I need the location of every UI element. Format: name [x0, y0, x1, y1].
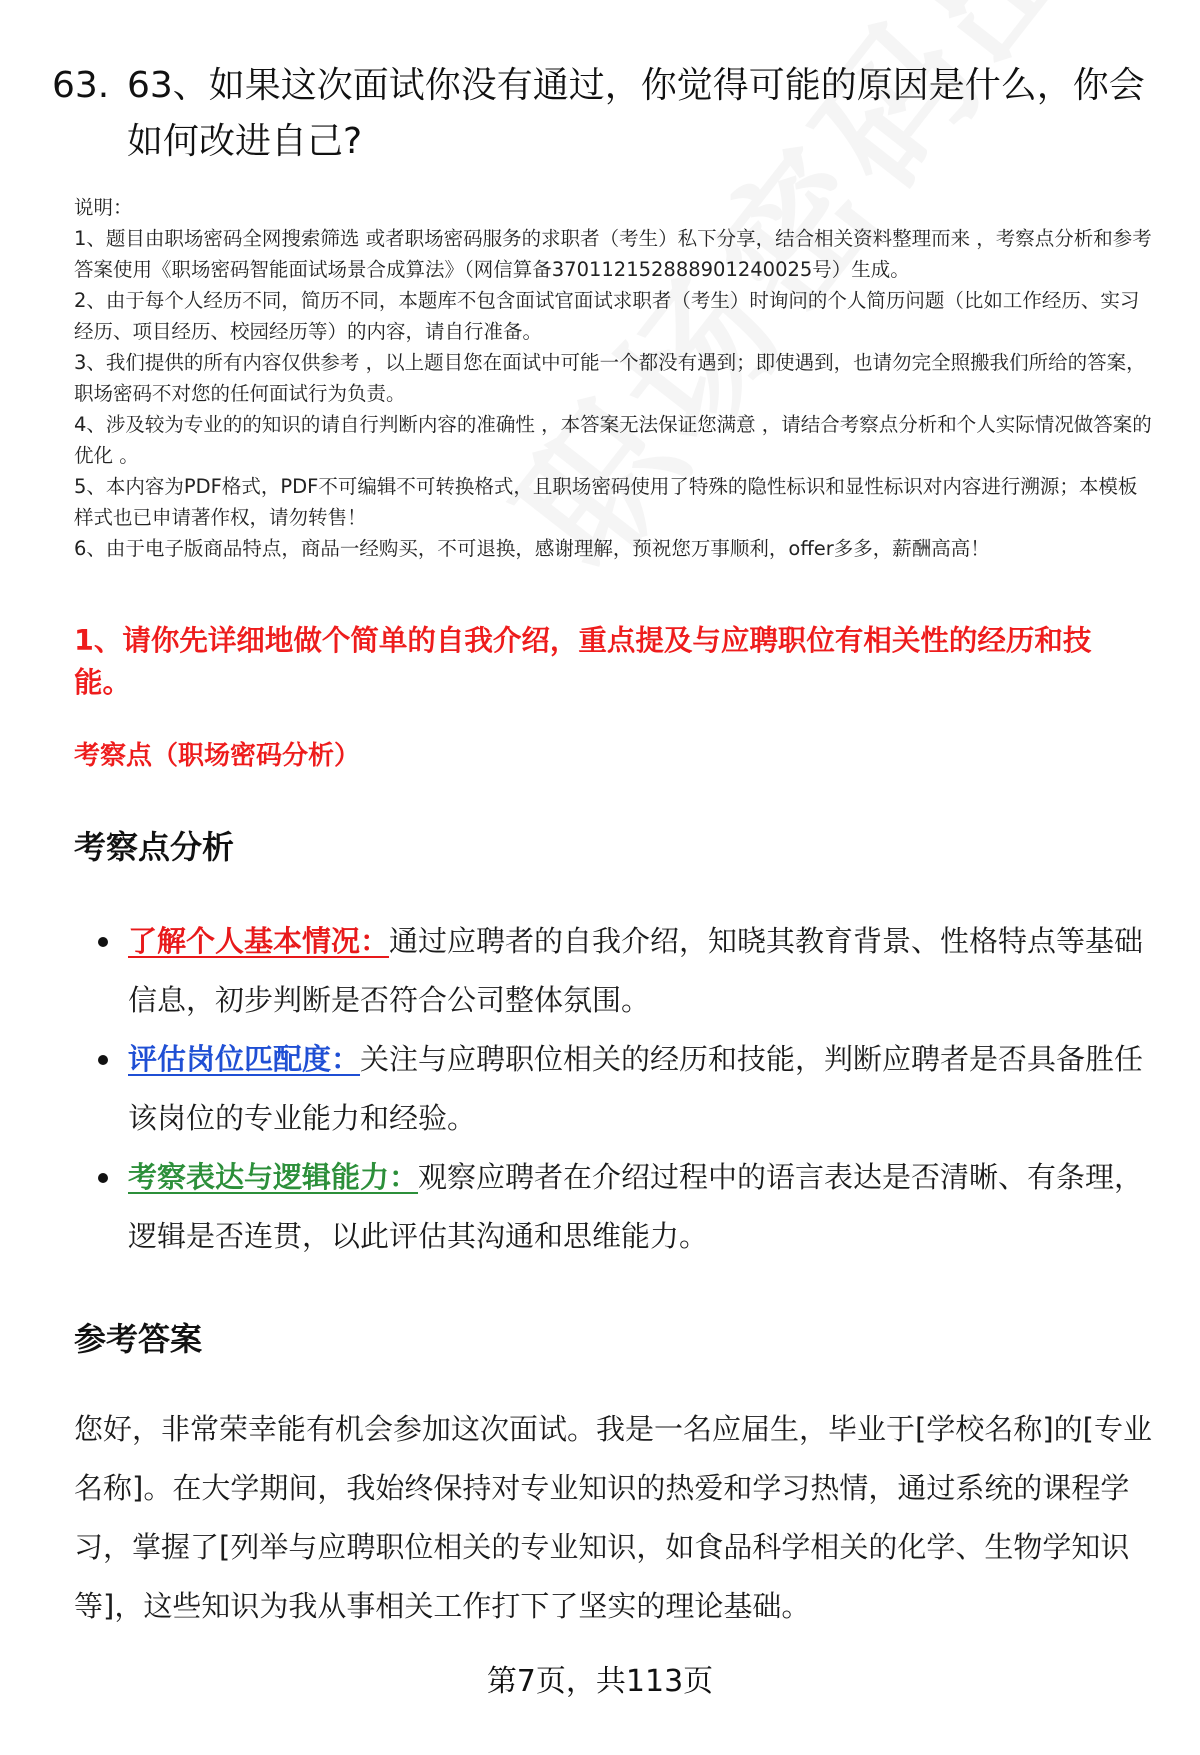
question-number: 63.: [52, 65, 110, 106]
notes-heading: 说明：: [74, 196, 133, 219]
analysis-text: 通过应聘者的自我介绍，知晓其教育背景、性格特点等基础信息，初步判断是否符合公司整体氛围。: [128, 924, 1144, 1017]
sub-question-label: 考察点（职场密码分析）: [74, 741, 361, 771]
list-item: [74, 1148, 1154, 1266]
list-item: [74, 1030, 1154, 1148]
note-item: 4、涉及较为专业的的知识的请自行判断内容的准确性 ，本答案无法保证您满意 ，请结合考察点分析和个人实际情况做答案的优化 。: [74, 413, 1152, 467]
note-item: 1、题目由职场密码全网搜索筛选 或者职场密码服务的求职者（考生）私下分享，结合相关资料整理而来 ，考察点分析和参考答案使用《职场密码智能面试场景合成算法》（网信算备370112152888901240025号）生成。: [74, 227, 1152, 281]
analysis-list: [74, 912, 1154, 1266]
note-item: 5、本内容为PDF格式，PDF不可编辑不可转换格式，且职场密码使用了特殊的隐性标识和显性标识对内容进行溯源；本模板样式也已申请著作权，请勿转售！: [74, 475, 1138, 529]
answer-heading: 参考答案: [74, 1320, 203, 1358]
analysis-key: 评估岗位匹配度：: [128, 1042, 361, 1076]
note-item: 3、我们提供的所有内容仅供参考 ，以上题目您在面试中可能一个都没有遇到；即使遇到，也请勿完全照搬我们所给的答案，职场密码不对您的任何面试行为负责。: [74, 351, 1146, 405]
bullet-icon: [98, 1173, 108, 1183]
analysis-text: 观察应聘者在介绍过程中的语言表达是否清晰、有条理，逻辑是否连贯，以此评估其沟通和思维能力。: [128, 1160, 1144, 1253]
answer-text: 您好，非常荣幸能有机会参加这次面试。我是一名应届生，毕业于[学校名称]的[专业名称]。在大学期间，我始终保持对专业知识的热爱和学习热情，通过系统的课程学习，掌握了[列举与应聘职位相关的专业知识，如食品科学相关的化学、生物学知识等]，这些知识为我从事相关工作打下了坚实的理论基础。: [74, 1412, 1152, 1623]
question-line-1: 63、如果这次面试你没有通过，你觉得可能的原因是什么，你会: [127, 65, 1145, 106]
bullet-icon: [98, 1055, 108, 1065]
note-item: 2、由于每个人经历不同，简历不同，本题库不包含面试官面试求职者（考生）时询问的个人简历问题（比如工作经历、实习经历、项目经历、校园经历等）的内容，请自行准备。: [74, 289, 1140, 343]
notes-block: [74, 192, 1154, 564]
list-item: [74, 912, 1154, 1030]
analysis-heading: 考察点分析: [74, 828, 235, 866]
bullet-icon: [98, 937, 108, 947]
analysis-key: 了解个人基本情况：: [128, 924, 390, 958]
note-item: 6、由于电子版商品特点，商品一经购买，不可退换，感谢理解，预祝您万事顺利，offer多多，薪酬高高！: [74, 537, 990, 560]
sub-question: 1、请你先详细地做个简单的自我介绍，重点提及与应聘职位有相关性的经历和技能。: [74, 624, 1092, 699]
analysis-text: 关注与应聘职位相关的经历和技能，判断应聘者是否具备胜任该岗位的专业能力和经验。: [128, 1042, 1144, 1135]
question-title: [52, 58, 1145, 170]
page-footer: 第7页，共113页: [486, 1664, 714, 1699]
question-line-2: 如何改进自己?: [127, 121, 363, 162]
analysis-key: 考察表达与逻辑能力：: [128, 1160, 419, 1194]
